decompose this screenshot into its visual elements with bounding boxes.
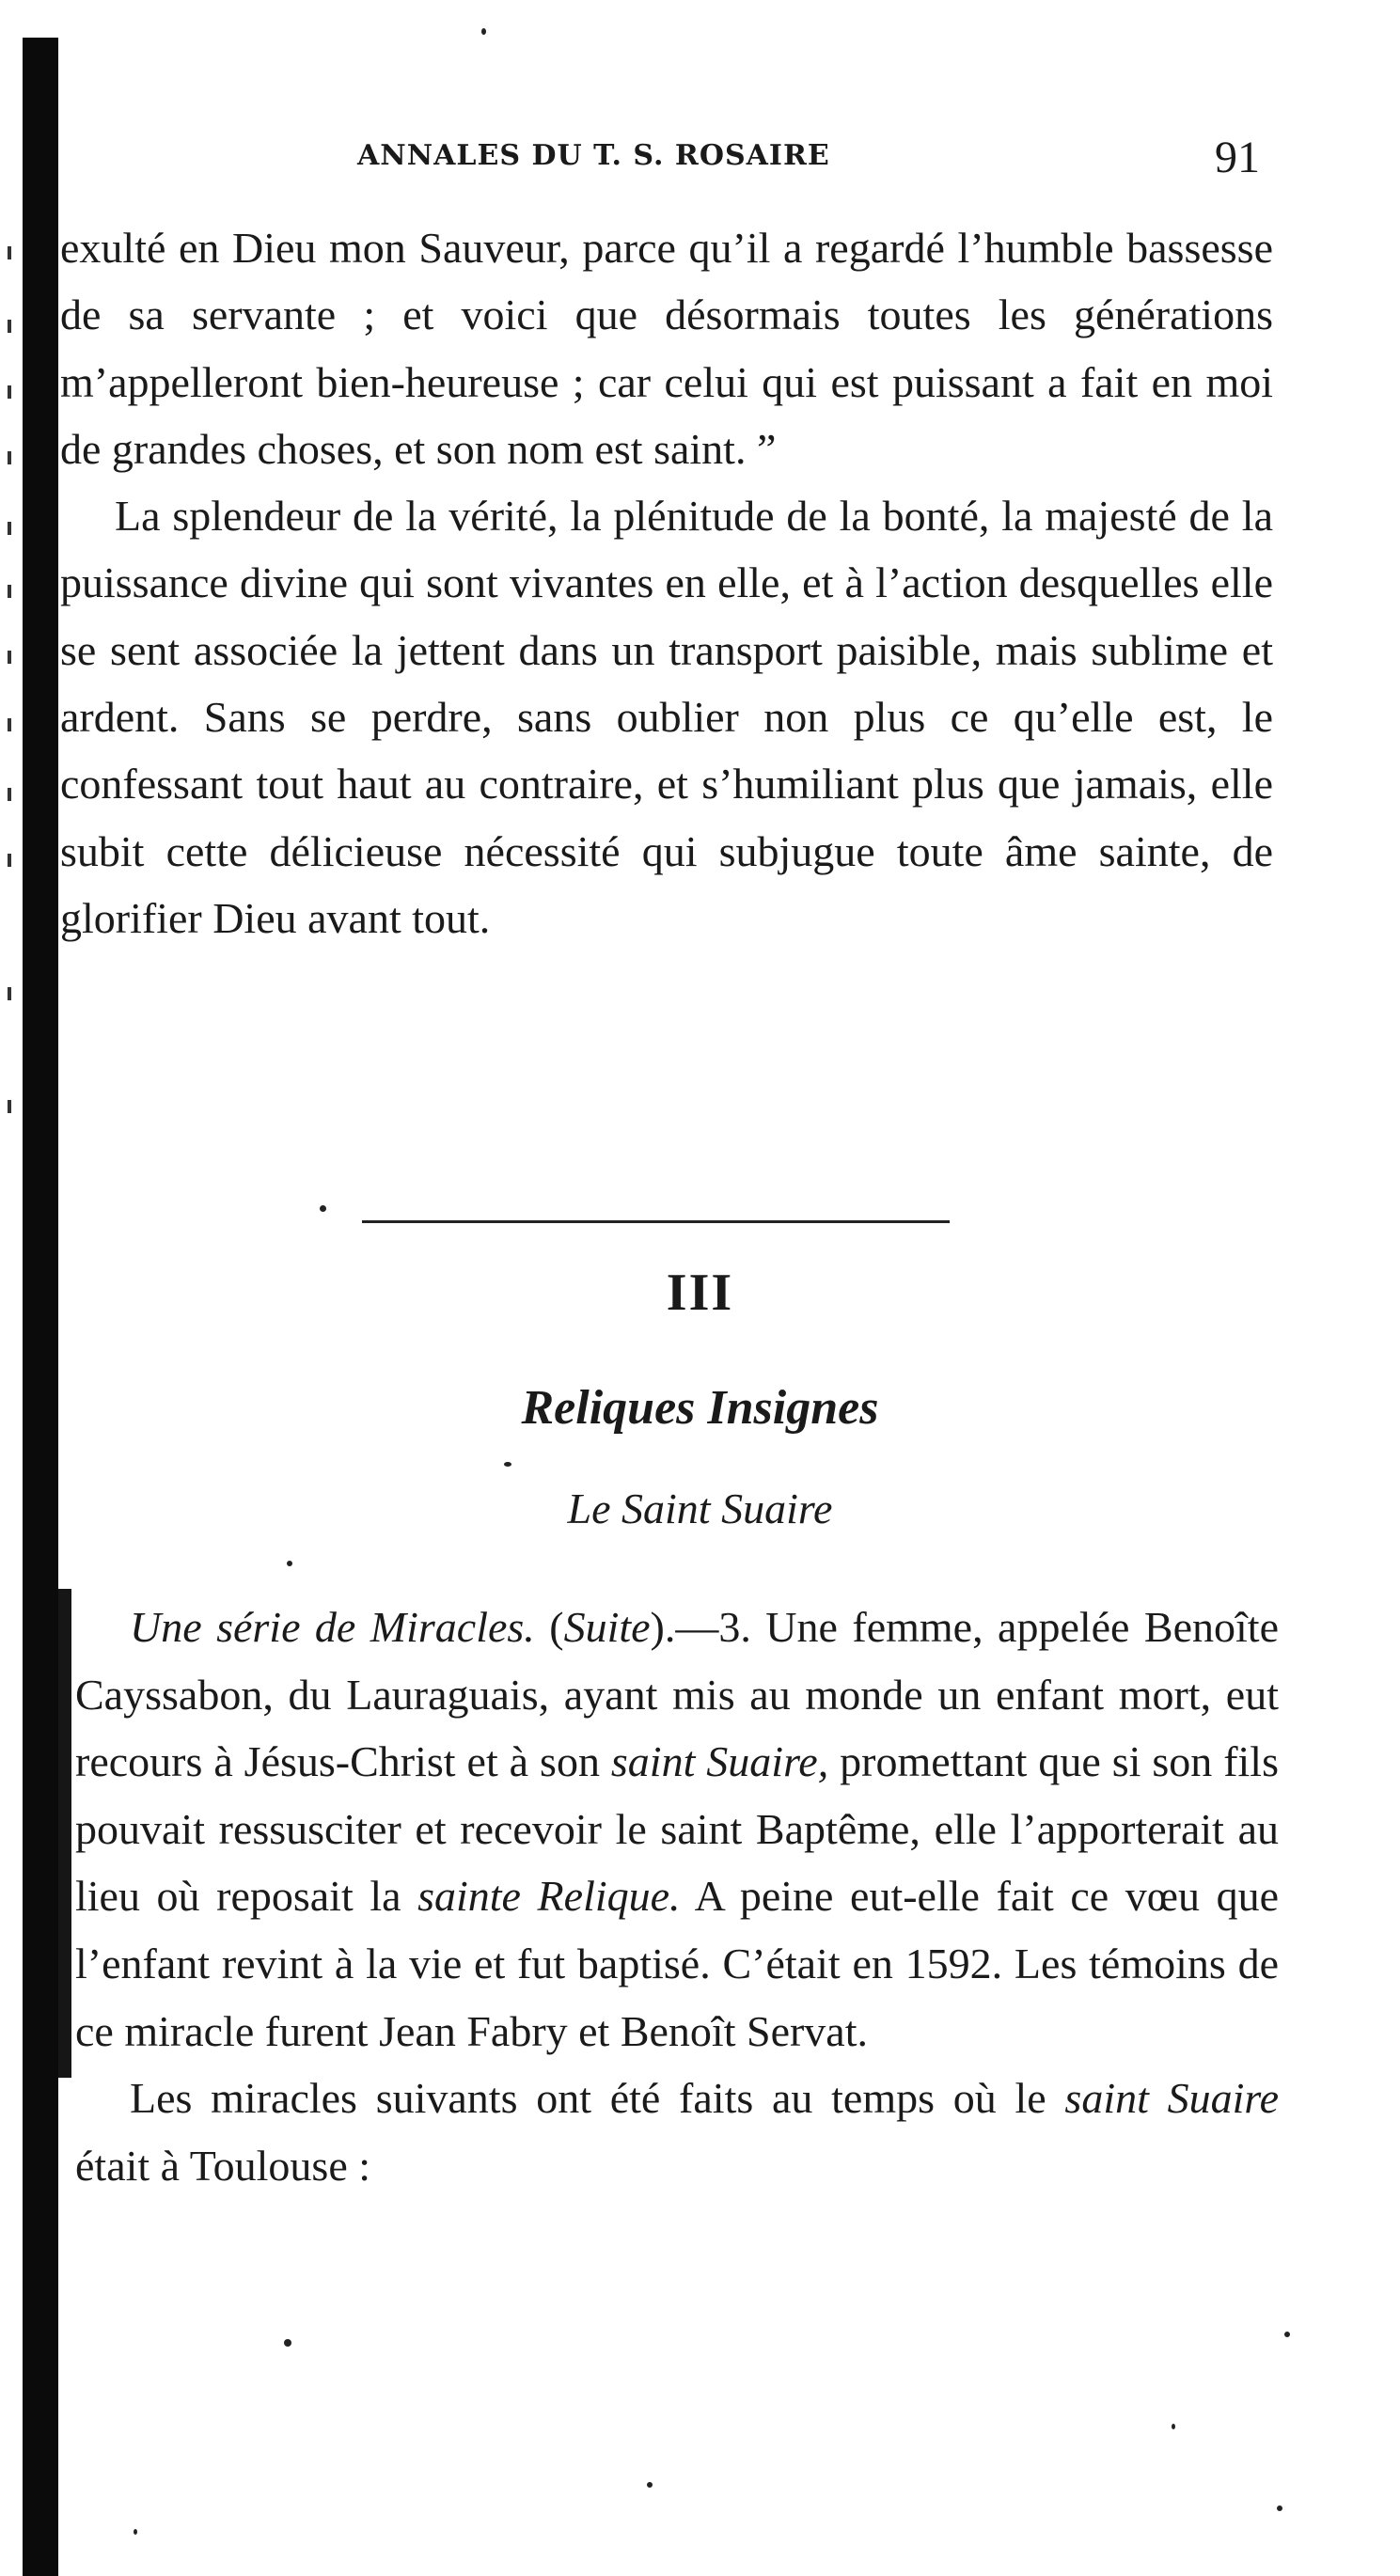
margin-mark (8, 585, 11, 598)
text-run: Les miracles suivants ont été faits au temps où le (130, 2074, 1065, 2123)
italic-text: sainte Relique. (417, 1872, 681, 1921)
scan-speck (481, 28, 486, 35)
text-run: promettant que si son fils pouvait ressusciter et recevoir le saint Baptême, elle l’apporterait au lieu où reposait la (75, 1737, 1279, 1921)
margin-mark (8, 788, 11, 801)
italic-text: Suite (563, 1603, 651, 1651)
text-run: ).—3. Une femme, appelée Benoîte Cayssabon, du Lauraguais, ayant mis au monde un enfant mort, eut recours à Jésus-Christ et à son (75, 1603, 1279, 1786)
binding-edge-shadow-lower (58, 1589, 71, 2078)
paragraph: La splendeur de la vérité, la plénitude de la bonté, la majesté de la puissance divine qui sont vivantes en elle, et à l’action desquelles elle se sent associée la jettent dans un transport paisible, mais sublime et ardent. Sans se perdre, sans oublier non plus ce qu’elle est, le confessant tout haut au contraire, et s’humiliant plus que jamais, elle subit cette délicieuse nécessité qui subjugue toute âme sainte, de glorifier Dieu avant tout. (60, 492, 1273, 942)
scan-speck (320, 1205, 326, 1212)
section-subtitle: Le Saint Suaire (567, 1484, 833, 1532)
body-text-upper (60, 214, 1273, 951)
paragraph (75, 1594, 1279, 2065)
margin-mark (8, 1100, 11, 1113)
margin-mark (8, 451, 11, 464)
margin-mark (8, 246, 11, 259)
running-head (357, 132, 1260, 188)
running-title: ANNALES DU T. S. ROSAIRE (357, 139, 830, 172)
scan-speck (504, 1462, 511, 1467)
margin-mark (8, 522, 11, 535)
margin-mark (8, 854, 11, 867)
paragraph (75, 2065, 1279, 2199)
text-run: ( (534, 1603, 564, 1651)
page-number: 91 (1215, 133, 1260, 182)
scan-speck (134, 2529, 137, 2535)
margin-mark (8, 651, 11, 664)
italic-text: saint Suaire, (610, 1737, 829, 1786)
paragraph: exulté en Dieu mon Sauveur, parce qu’il a regardé l’humble bassesse de sa servante ; et voici que désormais toutes les générations m’appelleront bien-heureuse ; car celui qui est puissant a fait en moi de grandes choses, et son nom est saint. ” (60, 224, 1273, 473)
scan-speck (287, 1561, 292, 1566)
text-run: était à Toulouse : (75, 2141, 371, 2190)
scan-speck (1172, 2424, 1175, 2429)
italic-text: saint Suaire (1064, 2074, 1280, 2123)
margin-mark (8, 385, 11, 399)
scan-speck (647, 2482, 653, 2488)
text-run: A peine eut-elle fait ce vœu que l’enfant revint à la vie et fut baptisé. C’était en 1592. Les témoins de ce miracle furent Jean Fabry et Benoît Servat. (75, 1872, 1280, 2055)
scan-speck (284, 2339, 291, 2347)
body-text-lower (75, 1594, 1279, 2199)
scan-speck (1277, 2505, 1282, 2511)
section-title: Reliques Insignes (521, 1381, 879, 1435)
margin-mark (8, 320, 11, 333)
margin-mark (8, 987, 11, 1000)
margin-mark (8, 718, 11, 731)
section-divider (362, 1220, 950, 1223)
italic-heading: Une série de Miracles. (130, 1603, 535, 1651)
scan-speck (1284, 2332, 1290, 2337)
section-number: III (666, 1264, 734, 1322)
